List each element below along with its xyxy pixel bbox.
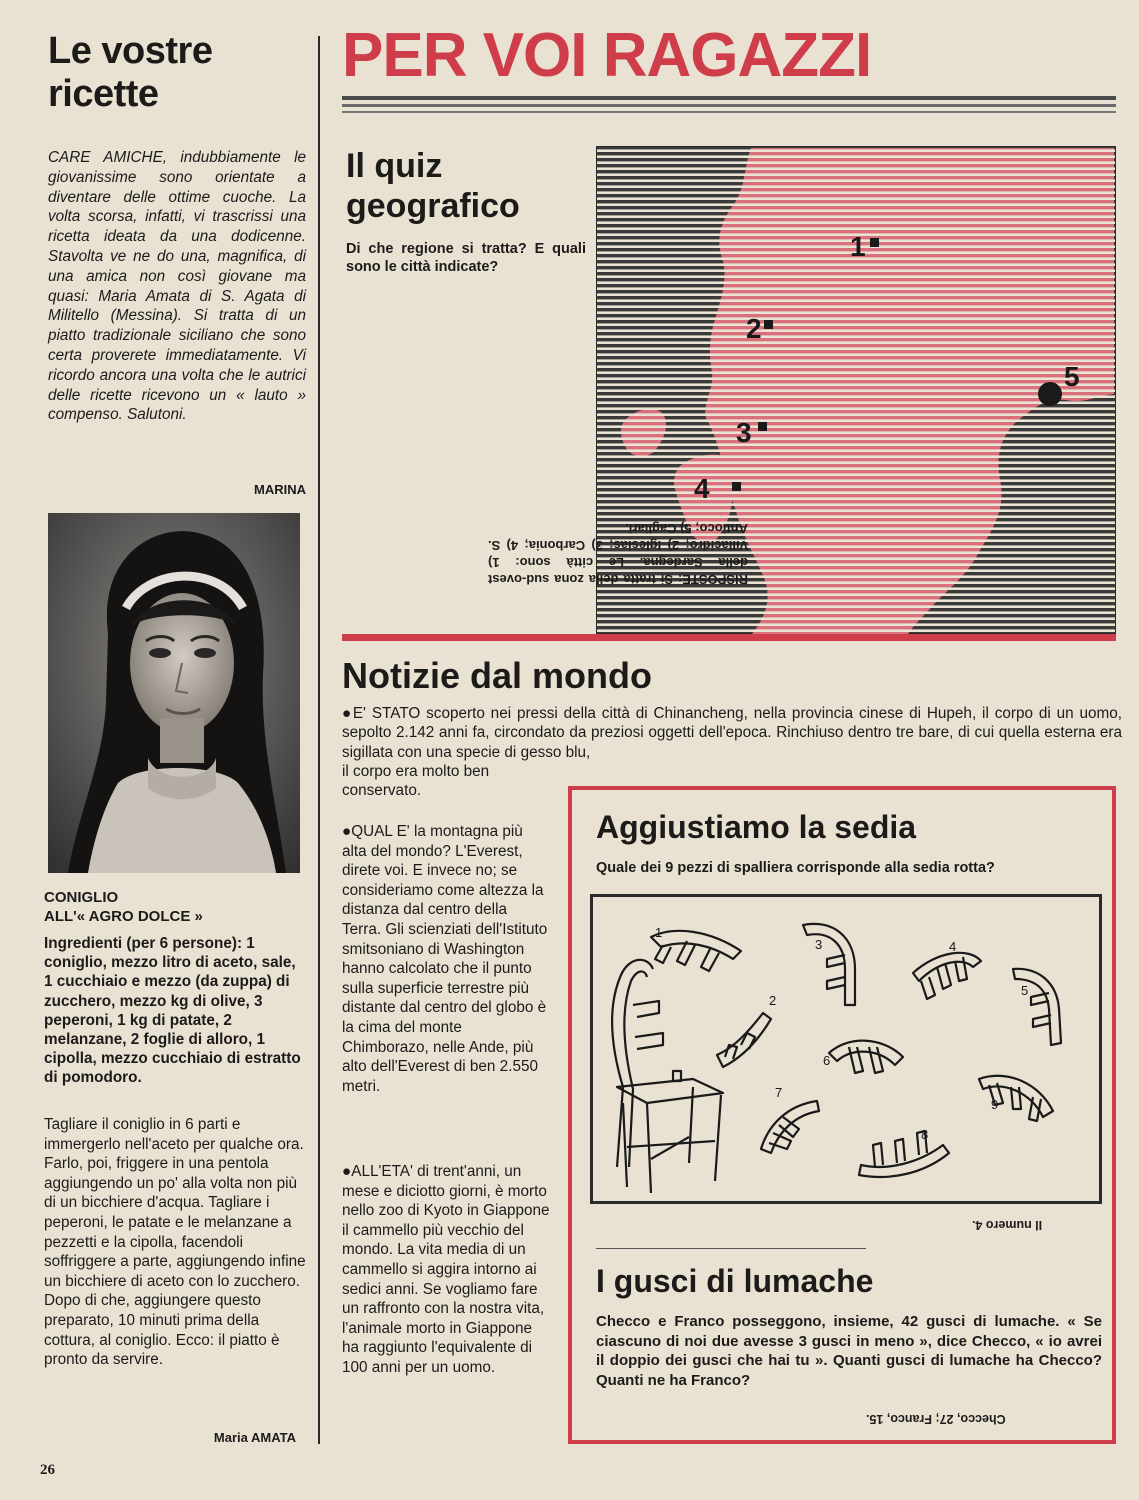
map-label-4: 4 — [694, 473, 710, 504]
puzzle-divider — [596, 1248, 866, 1249]
chair-piece-label: 2 — [769, 993, 777, 1008]
chair-illustration — [590, 894, 1102, 1204]
red-divider — [342, 634, 1116, 641]
recipe-title-line-2: ALL'« AGRO DOLCE » — [44, 908, 203, 925]
snail-quiz-text: Checco e Franco posseggono, insieme, 42 gusci di lumache. « Se ciascuno di noi due avesse 3 gusci in meno », dice Checco, « io avrei il doppio dei gusci che hai tu ». Quanti gusci di lumache ha Checco? Quanti ne ha Franco? — [596, 1313, 1102, 1389]
snail-quiz-answer: Checco, 27; Franco, 15. — [866, 1412, 1006, 1426]
recipe-ingredients: Ingredienti (per 6 persone): 1 coniglio, mezzo litro di aceto, sale, 1 cucchiaio e mezzo (da zuppa) di zucchero, mezzo kg di olive, 3 peperoni, 1 kg di patate, 2 melanzane, 2 foglie di alloro, 1 cipolla, mezzo cucchiaio di estratto di pomodoro. — [44, 935, 301, 1087]
geo-quiz-title: Il quiz geografico — [346, 147, 520, 225]
map-marker-2 — [764, 320, 773, 329]
recipes-intro: CARE AMICHE, indubbiamente le giovanissime sono orientate a diventare delle ottime cuoche. La volta scorsa, infatti, vi trascrissi una ricetta ideata da una dodicenne. Stavolta ve ne do una, magnifica, di una amica non così giovane ma quasi: Maria Amata di S. Agata di Militello (Messina). Si tratta di un piatto tradizionale siciliano che sono certa proverete immediatamente. Vi ricordo ancora una volta che le autrici delle ricette ricevono un « lauto » compenso. Salutoni. — [48, 149, 306, 424]
news-item-2: ● QUAL E' la montagna più alta del mondo? L'Everest, direte voi. E invece no; se consideriamo come altezza la distanza dal centro della Terra. Gli scienziati dell'Istituto smitsoniano di Washington hanno calcolato che il punto sulla superficie terrestre più distante dal centro del globo è la cima del monte Chimborazo, nelle Ande, più alto dell'Everest di ben 2.550 metri. — [342, 822, 550, 1096]
geo-quiz-question: Di che regione si tratta? E quali sono le città indicate? — [346, 241, 586, 275]
header-rule — [342, 104, 1116, 107]
map-label-5: 5 — [1064, 361, 1080, 392]
recipes-signature: MARINA — [254, 482, 306, 497]
header-rule — [342, 96, 1116, 100]
page-number: 26 — [40, 1462, 55, 1478]
chair-piece-label: 6 — [823, 1053, 831, 1068]
girl-photo — [48, 513, 300, 873]
geo-quiz-answer: RISPOSTE: Si tratta della zona sud-ovest della Sardegna. Le città sono: 1) Villacidro; 2) Iglesias; 3) Carbonia; 4) S. Antioco; 5) Cagliari. — [488, 521, 748, 587]
news-item-3: ● ALL'ETA' di trent'anni, un mese e diciotto giorni, è morto nello zoo di Kyoto in Giappone il cammello più vecchio del mondo. La vita media di un cammello si aggira intorno ai sedici anni. Se vogliamo fare un raffronto con la nostra vita, l'animale morto in Giappone ha raggiunto l'equivalente di 100 anni per un uomo. — [342, 1162, 550, 1378]
chair-illustration-drawing — [593, 897, 1099, 1201]
news-title: Notizie dal mondo — [342, 655, 652, 696]
news-item-1-tail: il corpo era molto ben conservato. — [342, 763, 490, 800]
recipe-method: Tagliare il coniglio in 6 parti e immergerlo nell'aceto per qualche ora. Farlo, poi, friggere in una pentola aggiungendo un po' alla volta non più di un bicchiere d'acqua. Tagliare i peperoni, le patate e le melanzane a pezzetti e la cipolla, facendoli soffriggere a parte, aggiungendo infine un bicchiere di aceto con lo zucchero. Dopo di che, aggiungere questo preparato, 10 minuti prima della cottura, al coniglio. Ecco: il piatto è pronto da servire. — [44, 1116, 306, 1369]
map-marker-4 — [732, 482, 741, 491]
chair-quiz-question: Quale dei 9 pezzi di spalliera corrisponde alla sedia rotta? — [596, 860, 995, 876]
map-label-2: 2 — [746, 313, 762, 344]
recipe-title — [44, 888, 304, 926]
snail-quiz-title: I gusci di lumache — [596, 1263, 874, 1299]
map-marker-1 — [870, 238, 879, 247]
chair-piece-label: 7 — [775, 1085, 783, 1100]
map-label-1: 1 — [850, 231, 866, 262]
chair-piece-label: 4 — [949, 939, 957, 954]
chair-piece-label: 3 — [815, 937, 823, 952]
chair-piece-label: 9 — [991, 1097, 999, 1112]
recipe-author: Maria AMATA — [213, 1430, 296, 1445]
map-label-3: 3 — [736, 417, 752, 448]
column-divider — [318, 36, 320, 1444]
chair-quiz-answer: Il numero 4. — [972, 1218, 1043, 1232]
section-title: PER VOI RAGAZZI — [342, 21, 872, 90]
recipe-title-line-1: CONIGLIO — [44, 889, 119, 906]
chair-piece-label: 5 — [1021, 983, 1029, 998]
chair-piece-label: 8 — [921, 1127, 929, 1142]
girl-photo-drawing — [48, 513, 300, 873]
chair-quiz-title: Aggiustiamo la sedia — [596, 809, 917, 845]
recipes-title: Le vostre ricette — [48, 30, 213, 115]
news-item-1: ● E' STATO scoperto nei pressi della città di Chinancheng, nella provincia cinese di Hupeh, il corpo di un uomo, sepolto 2.142 anni fa, circondato da preziosi oggetti dell'epoca. Rinchiuso dentro tre bare, di cui quella esterna era sigillata con una specie di gesso blu, — [342, 704, 1122, 762]
map-marker-3 — [758, 422, 767, 431]
chair-piece-label: 1 — [655, 925, 663, 940]
header-rule — [342, 111, 1116, 113]
